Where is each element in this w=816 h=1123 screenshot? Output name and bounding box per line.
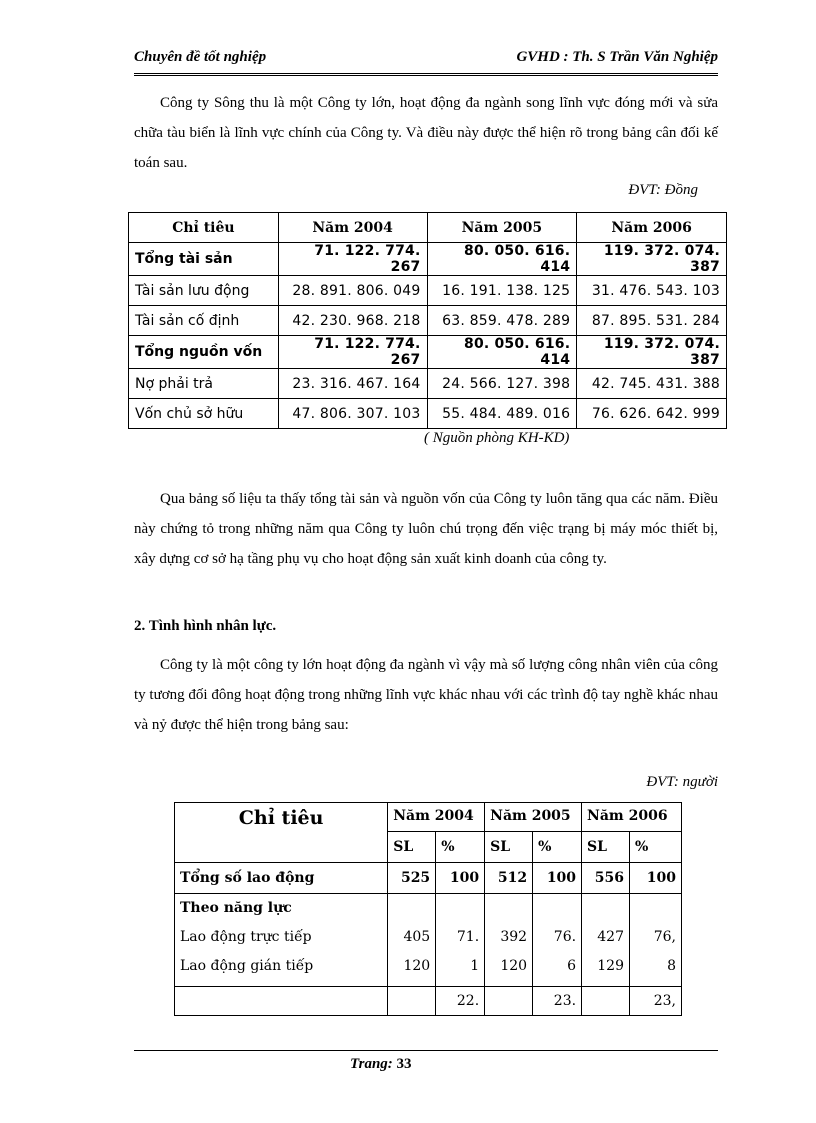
cell-2004: 47. 806. 307. 103 [278,399,427,429]
table-row [175,863,682,894]
cell-2006: 87. 895. 531. 284 [577,306,727,336]
header-document-title: Chuyên đề tốt nghiệp [134,49,267,65]
paragraph-analysis-text: Qua bảng số liệu ta thấy tổng tài sản và nguồn vốn của Công ty luôn tăng qua các năm. Điều này chứng tỏ trong những năm qua Công ty luôn chú trọng đến việc trạng bị máy móc thiết bị, xây dựng cơ sở hạ tầng phụ vụ cho hoạt động sản xuất kinh doanh của công ty. [134,491,718,567]
group-label: Theo năng lực [180,900,292,916]
col-header-indicator: Chỉ tiêu [175,803,388,863]
col-header-2006: Năm 2006 [582,803,682,832]
table-row [175,894,682,987]
direct-pct-2005: 76. [553,929,577,945]
tail-pct-2004: 22. [436,987,485,1016]
table-row [129,336,727,369]
cell-sl-2004: 525 [388,863,436,894]
col-header-2004: Năm 2004 [388,803,485,832]
table-row [129,276,727,306]
cell-2006: 42. 745. 431. 388 [577,369,727,399]
table-row [129,306,727,336]
paragraph-workforce [134,650,718,740]
cell-2005: 16. 191. 138. 125 [427,276,577,306]
page-header [134,44,718,76]
section-heading: 2. Tình hình nhân lực. [134,618,277,634]
cell-sl-2005 [485,987,533,1016]
paragraph-workforce-text: Công ty là một công ty lớn hoạt động đa ngành vì vậy mà số lượng công nhân viên của công ty tương đối đông hoạt động trong những lĩnh vực khác nhau với các trình độ tay nghề khác nhau và nỷ được thể hiện trong bảng sau: [134,657,718,733]
page-number: 33 [396,1056,412,1072]
table-header-row [175,803,682,832]
table-row [129,243,727,276]
direct-sl-2005: 392 [500,929,528,945]
subheader-sl: SL [388,832,436,863]
cell-2006: 119. 372. 074. 387 [577,336,727,369]
cell-2005: 55. 484. 489. 016 [427,399,577,429]
table1-unit: ĐVT: Đồng [628,182,698,198]
row-label-group [175,894,388,987]
indirect-pct-2006: 8 [667,958,676,974]
cell-2005: 24. 566. 127. 398 [427,369,577,399]
page-number-label: Trang: [350,1056,393,1072]
paragraph-intro-text: Công ty Sông thu là một Công ty lớn, hoạt động đa ngành song lĩnh vực đóng mới và sửa chữa tàu biển là lĩnh vực chính của Công ty. Và điều này được thể hiện rõ trong bảng cân đối kế toán sau. [134,95,718,171]
subheader-percent: % [533,832,582,863]
row-label [175,987,388,1016]
direct-sl-2004: 405 [403,929,431,945]
table-row [129,399,727,429]
cell-pct-2004 [436,894,485,987]
subheader-percent: % [630,832,682,863]
indirect-pct-2005: 6 [567,958,577,974]
direct-pct-2006: 76, [653,929,676,945]
cell-2006: 119. 372. 074. 387 [577,243,727,276]
cell-2005: 80. 050. 616. 414 [427,243,577,276]
cell-sl-2006: 556 [582,863,630,894]
cell-2004: 71. 122. 774. 267 [278,243,427,276]
cell-sl-2005: 512 [485,863,533,894]
table-row [175,987,682,1016]
cell-2005: 80. 050. 616. 414 [427,336,577,369]
indirect-pct-2004: 1 [470,958,480,974]
cell-2004: 71. 122. 774. 267 [278,336,427,369]
table2-unit: ĐVT: người [646,774,718,790]
footer-rule [134,1050,718,1051]
direct-label: Lao động trực tiếp [180,929,312,945]
direct-sl-2006: 427 [597,929,624,945]
header-rule [134,73,718,76]
col-header-indicator: Chỉ tiêu [129,213,279,243]
cell-2004: 28. 891. 806. 049 [278,276,427,306]
row-label: Vốn chủ sở hữu [129,399,279,429]
table-row [129,369,727,399]
subheader-percent: % [436,832,485,863]
table1-source: ( Nguồn phòng KH-KD) [424,430,570,446]
header-supervisor: GVHD : Th. S Trần Văn Nghiệp [516,49,718,65]
row-label: Tổng tài sản [129,243,279,276]
col-header-2006: Năm 2006 [577,213,727,243]
row-label: Nợ phải trả [129,369,279,399]
cell-pct-2006: 100 [630,863,682,894]
cell-sl-2005 [485,894,533,987]
page-footer [350,1056,412,1073]
tail-pct-2006: 23, [630,987,682,1016]
direct-pct-2004: 71. [456,929,480,945]
cell-2005: 63. 859. 478. 289 [427,306,577,336]
balance-sheet-table [128,212,727,429]
workforce-table [174,802,682,1016]
row-label: Tổng số lao động [175,863,388,894]
cell-sl-2004 [388,894,436,987]
row-label: Tài sản lưu động [129,276,279,306]
subheader-sl: SL [485,832,533,863]
subheader-sl: SL [582,832,630,863]
cell-pct-2005 [533,894,582,987]
cell-sl-2004 [388,987,436,1016]
col-header-2005: Năm 2005 [427,213,577,243]
indirect-sl-2004: 120 [403,958,431,974]
row-label: Tổng nguồn vốn [129,336,279,369]
tail-pct-2005: 23. [533,987,582,1016]
indirect-sl-2005: 120 [500,958,528,974]
cell-pct-2006 [630,894,682,987]
paragraph-analysis [134,484,718,574]
cell-pct-2005: 100 [533,863,582,894]
cell-sl-2006 [582,894,630,987]
paragraph-intro [134,88,718,178]
cell-2006: 31. 476. 543. 103 [577,276,727,306]
cell-2004: 42. 230. 968. 218 [278,306,427,336]
table-header-row [129,213,727,243]
indirect-label: Lao động gián tiếp [180,958,314,974]
col-header-2005: Năm 2005 [485,803,582,832]
cell-sl-2006 [582,987,630,1016]
cell-2006: 76. 626. 642. 999 [577,399,727,429]
indirect-sl-2006: 129 [597,958,624,974]
cell-pct-2004: 100 [436,863,485,894]
col-header-2004: Năm 2004 [278,213,427,243]
cell-2004: 23. 316. 467. 164 [278,369,427,399]
row-label: Tài sản cố định [129,306,279,336]
